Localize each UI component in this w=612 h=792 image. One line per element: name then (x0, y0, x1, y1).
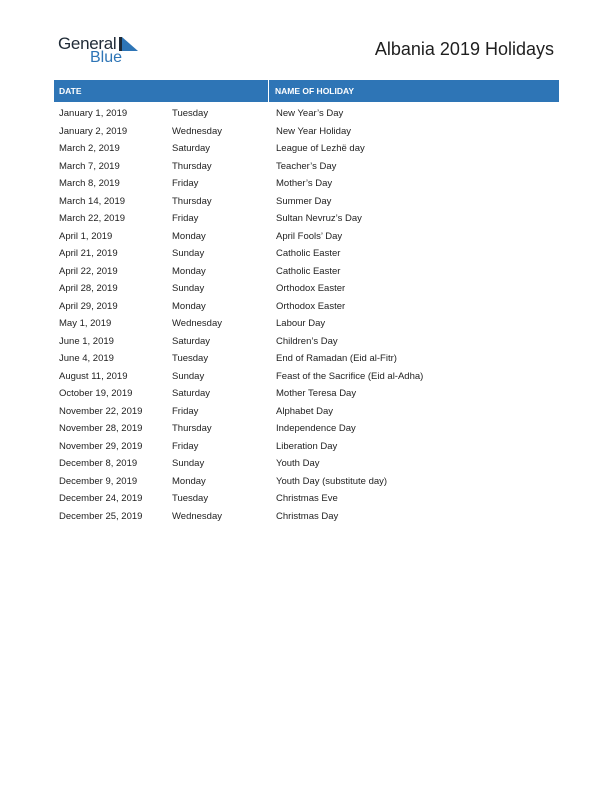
holiday-name: Youth Day (276, 458, 320, 469)
holiday-name: Children’s Day (276, 335, 338, 347)
holiday-date: January 2, 2019 (59, 125, 128, 137)
holiday-date: March 22, 2019 (59, 213, 126, 224)
holiday-weekday: Friday (172, 440, 199, 452)
holiday-name: Feast of the Sacrifice (Eid al-Adha) (276, 370, 424, 382)
holiday-weekday: Wednesday (172, 318, 222, 329)
holiday-name: Christmas Day (276, 510, 339, 522)
table-row (54, 228, 559, 246)
holiday-weekday: Saturday (172, 335, 211, 347)
holiday-name: Catholic Easter (276, 248, 341, 259)
holiday-date: March 14, 2019 (59, 195, 126, 207)
holiday-date: April 21, 2019 (59, 248, 118, 259)
holiday-date: March 7, 2019 (59, 160, 120, 172)
table-row (54, 210, 559, 228)
holiday-date: April 1, 2019 (59, 230, 113, 242)
table-row (54, 105, 559, 123)
holiday-date: June 4, 2019 (59, 353, 114, 364)
table-header (54, 80, 559, 102)
holiday-name: Mother Teresa Day (276, 388, 357, 399)
holiday-date: January 1, 2019 (59, 108, 128, 119)
holiday-weekday: Thursday (172, 195, 212, 207)
holiday-weekday: Monday (172, 475, 206, 487)
holiday-date: October 19, 2019 (59, 388, 133, 399)
document-title: Albania 2019 Holidays (374, 39, 554, 59)
holiday-name: Independence Day (276, 423, 356, 434)
holiday-name: Teacher’s Day (276, 160, 337, 172)
holiday-weekday: Saturday (172, 143, 211, 154)
table-row (54, 245, 559, 263)
generalblue-logo (58, 34, 148, 68)
holiday-name: Summer Day (276, 195, 332, 207)
holiday-date: November 29, 2019 (59, 440, 143, 452)
holiday-date: December 24, 2019 (59, 493, 143, 504)
holiday-weekday: Wednesday (172, 125, 222, 137)
holiday-name: League of Lezhë day (276, 143, 365, 154)
holiday-date: April 22, 2019 (59, 265, 118, 277)
table-body (54, 102, 559, 525)
table-row (54, 368, 559, 386)
holiday-weekday: Thursday (172, 423, 212, 434)
logo-text-general: General (58, 34, 117, 53)
header-date: DATE (54, 80, 269, 102)
table-row (54, 263, 559, 281)
holidays-table (54, 80, 559, 525)
table-row (54, 508, 559, 526)
holiday-name: New Year’s Day (276, 108, 344, 119)
holiday-name: Alphabet Day (276, 405, 334, 417)
table-row (54, 490, 559, 508)
holiday-name: Orthodox Easter (276, 300, 346, 312)
holiday-weekday: Friday (172, 178, 199, 189)
holiday-date: December 25, 2019 (59, 510, 143, 522)
holiday-weekday: Friday (172, 213, 199, 224)
holiday-date: May 1, 2019 (59, 318, 112, 329)
logo-text-blue: Blue (90, 49, 123, 66)
holiday-weekday: Wednesday (172, 510, 222, 522)
table-row (54, 350, 559, 368)
holiday-name: April Fools’ Day (276, 230, 343, 242)
holiday-date: April 29, 2019 (59, 300, 118, 312)
table-row (54, 280, 559, 298)
holiday-name: Youth Day (substitute day) (276, 475, 388, 487)
table-row (54, 298, 559, 316)
table-row (54, 438, 559, 456)
holiday-name: Mother’s Day (276, 178, 333, 189)
holiday-weekday: Tuesday (172, 353, 209, 364)
holiday-weekday: Saturday (172, 388, 211, 399)
holiday-name: Catholic Easter (276, 265, 341, 277)
holiday-date: April 28, 2019 (59, 283, 118, 294)
holiday-name: Labour Day (276, 318, 326, 329)
table-row (54, 333, 559, 351)
holiday-date: June 1, 2019 (59, 335, 114, 347)
table-row (54, 123, 559, 141)
holiday-weekday: Friday (172, 405, 199, 417)
holiday-weekday: Thursday (172, 160, 212, 172)
holiday-weekday: Monday (172, 230, 206, 242)
holiday-weekday: Monday (172, 265, 206, 277)
table-row (54, 420, 559, 438)
table-row (54, 193, 559, 211)
table-row (54, 455, 559, 473)
holiday-name: Orthodox Easter (276, 283, 346, 294)
holiday-date: August 11, 2019 (59, 370, 128, 382)
header-holiday-name: NAME OF HOLIDAY (275, 86, 355, 96)
holiday-name: Sultan Nevruz’s Day (276, 213, 362, 224)
holiday-date: November 28, 2019 (59, 423, 143, 434)
holiday-date: November 22, 2019 (59, 405, 143, 417)
holiday-weekday: Monday (172, 300, 206, 312)
holiday-weekday: Sunday (172, 458, 205, 469)
holiday-date: March 2, 2019 (59, 143, 120, 154)
holiday-weekday: Sunday (172, 370, 205, 382)
table-row (54, 473, 559, 491)
table-row (54, 140, 559, 158)
holiday-name: Liberation Day (276, 440, 338, 452)
table-row (54, 158, 559, 176)
holiday-weekday: Tuesday (172, 108, 209, 119)
holiday-weekday: Tuesday (172, 493, 209, 504)
table-row (54, 175, 559, 193)
holiday-name: New Year Holiday (276, 125, 351, 137)
holiday-name: Christmas Eve (276, 493, 338, 504)
holiday-date: March 8, 2019 (59, 178, 120, 189)
holiday-name: End of Ramadan (Eid al-Fitr) (276, 353, 397, 364)
holiday-weekday: Sunday (172, 248, 205, 259)
holiday-date: December 9, 2019 (59, 475, 138, 487)
table-row (54, 403, 559, 421)
holiday-date: December 8, 2019 (59, 458, 138, 469)
holiday-weekday: Sunday (172, 283, 205, 294)
table-row (54, 315, 559, 333)
table-row (54, 385, 559, 403)
